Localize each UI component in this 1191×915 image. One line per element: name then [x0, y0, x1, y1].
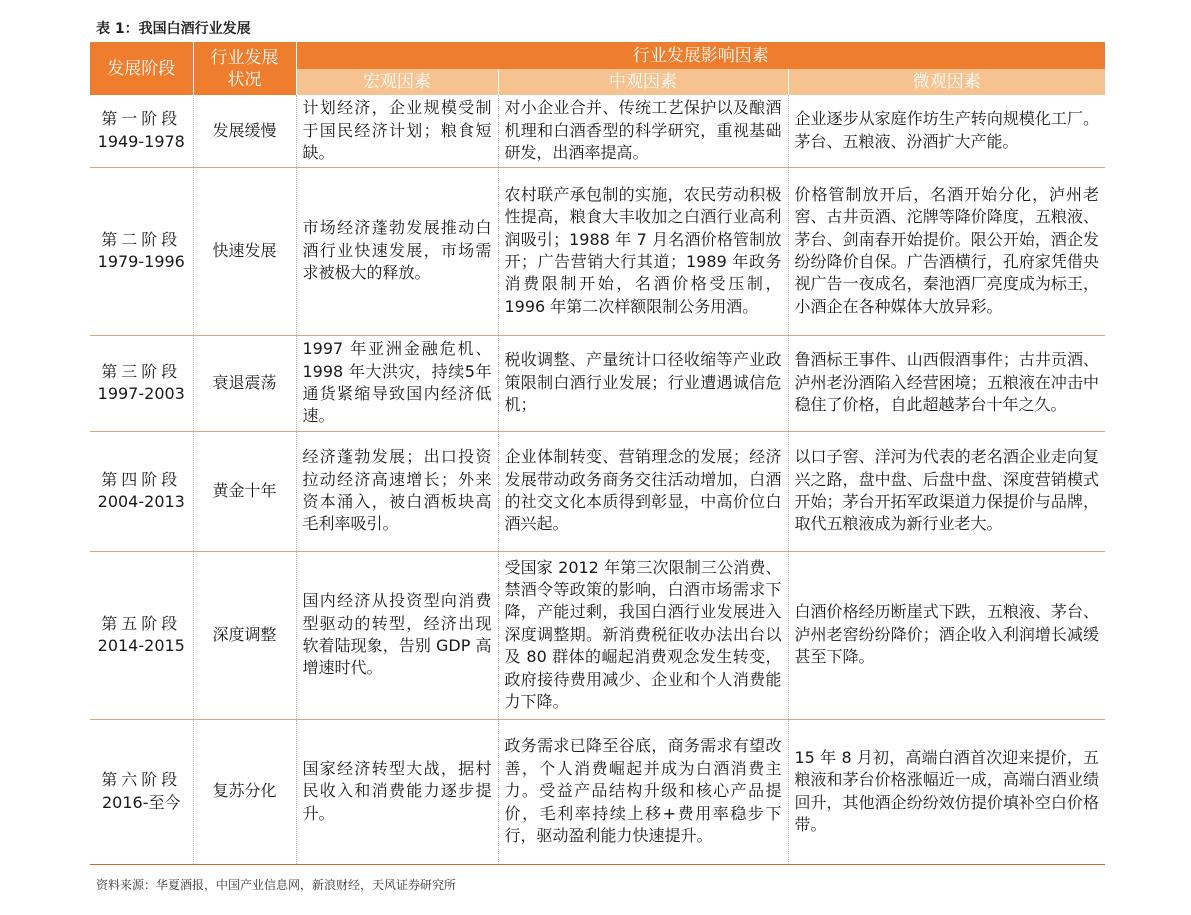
- stage-cell: [90, 335, 193, 431]
- stage-cell: [90, 431, 193, 551]
- table-row: [90, 167, 1105, 335]
- stage-cell: [90, 551, 193, 719]
- table-row: [90, 551, 1105, 719]
- micro-cell: 以口子窖、洋河为代表的老名酒企业走向复兴之路，盘中盘、后盘中盘、深度营销模式开始；茅台开拓军政渠道力保提价与品牌，取代五粮液成为新行业老大。: [788, 431, 1105, 551]
- header-factors: 行业发展影响因素: [296, 42, 1105, 69]
- status-cell: 深度调整: [193, 551, 296, 719]
- header-stage: 发展阶段: [90, 42, 193, 95]
- macro-cell: 1997 年亚洲金融危机、1998 年大洪灾，持续5年通货紧缩导致国内经济低速。: [296, 335, 498, 431]
- status-cell: 黄金十年: [193, 431, 296, 551]
- macro-cell: 国家经济转型大战，据村民收入和消费能力逐步提升。: [296, 719, 498, 864]
- header-status-line1: 行业发展: [210, 47, 279, 68]
- stage-years: 2014-2015: [97, 636, 185, 655]
- micro-cell: 鲁酒标王事件、山西假酒事件；古井贡酒、泸州老汾酒陷入经营困境；五粮液在冲击中稳住了价格，自此超越茅台十年之久。: [788, 335, 1105, 431]
- table-row: [90, 335, 1105, 431]
- stage-years: 2004-2013: [97, 492, 185, 511]
- status-cell: 衰退震荡: [193, 335, 296, 431]
- table-row: [90, 95, 1105, 167]
- meso-cell: 受国家 2012 年第三次限制三公消费、禁酒令等政策的影响，白酒市场需求下降，产能过剩，我国白酒行业发展进入深度调整期。新消费税征收办法出台以及 80 群体的崛起消费观念发生转变，政府接待费用减少、企业和个人消费能力下降。: [498, 551, 788, 719]
- stage-years: 2016-至今: [102, 792, 181, 812]
- status-cell: 发展缓慢: [193, 95, 296, 167]
- header-macro: 宏观因素: [296, 69, 498, 95]
- header-micro: 微观因素: [788, 69, 1105, 95]
- table-caption: 表 1：我国白酒行业发展: [96, 21, 251, 37]
- stage-years: 1979-1996: [97, 252, 185, 271]
- stage-years: 1997-2003: [97, 384, 185, 403]
- meso-cell: 农村联产承包制的实施，农民劳动积极性提高，粮食大丰收加之白酒行业高利润吸引；1988 年 7 月名酒价格管制放开；广告营销大行其道；1989 年政务消费限制开始，名酒价格受压制，1996 年第二次样额限制公务用酒。: [498, 167, 788, 335]
- stage-cell: [90, 167, 193, 335]
- meso-cell: 政务需求已降至谷底，商务需求有望改善，个人消费崛起并成为白酒消费主力。受益产品结构升级和核心产品提价，毛利率持续上移+费用率稳步下行，驱动盈利能力快速提升。: [498, 719, 788, 864]
- stage-name: 第二阶段: [101, 229, 182, 249]
- header-status-line2: 状况: [227, 69, 262, 90]
- header-meso: 中观因素: [498, 69, 788, 95]
- micro-cell: 白酒价格经历断崖式下跌，五粮液、茅台、泸州老窖纷纷降价；酒企收入利润增长减缓甚至下降。: [788, 551, 1105, 719]
- industry-development-table: [90, 42, 1105, 865]
- source-note: 资料来源：华夏酒报，中国产业信息网，新浪财经，天风证券研究所: [96, 878, 457, 892]
- stage-name: 第三阶段: [101, 361, 182, 381]
- stage-cell: [90, 719, 193, 864]
- macro-cell: 计划经济，企业规模受制于国民经济计划；粮食短缺。: [296, 95, 498, 167]
- micro-cell: 15 年 8 月初，高端白酒首次迎来提价，五粮液和茅台价格涨幅近一成，高端白酒业绩回升，其他酒企纷纷效仿提价填补空白价格带。: [788, 719, 1105, 864]
- header-status: [193, 42, 296, 95]
- meso-cell: 对小企业合并、传统工艺保护以及酿酒机理和白酒香型的科学研究，重视基础研发，出酒率提高。: [498, 95, 788, 167]
- stage-cell: [90, 95, 193, 167]
- table-row: [90, 431, 1105, 551]
- stage-name: 第六阶段: [101, 770, 182, 790]
- meso-cell: 企业体制转变、营销理念的发展；经济发展带动政务商务交往活动增加，白酒的社交文化本质得到彰显，中高价位白酒兴起。: [498, 431, 788, 551]
- macro-cell: 经济蓬勃发展；出口投资拉动经济高速增长；外来资本涌入，被白酒板块高毛利率吸引。: [296, 431, 498, 551]
- stage-name: 第五阶段: [101, 613, 182, 633]
- stage-years: 1949-1978: [97, 131, 185, 151]
- stage-name: 第一阶段: [101, 109, 182, 129]
- macro-cell: 市场经济蓬勃发展推动白酒行业快速发展，市场需求被极大的释放。: [296, 167, 498, 335]
- micro-cell: 企业逐步从家庭作坊生产转向规模化工厂。茅台、五粮液、汾酒扩大产能。: [788, 95, 1105, 167]
- stage-name: 第四阶段: [101, 469, 182, 489]
- table-row: [90, 719, 1105, 864]
- micro-cell: 价格管制放开后，名酒开始分化，泸州老窖、古井贡酒、沱牌等降价降度，五粮液、茅台、剑南春开始提价。限公开始，酒企发纷纷降价自保。广告酒横行，孔府家凭借央视广告一夜成名，秦池酒厂亮度成为标王，小酒企在各种媒体大放异彩。: [788, 167, 1105, 335]
- status-cell: 复苏分化: [193, 719, 296, 864]
- status-cell: 快速发展: [193, 167, 296, 335]
- macro-cell: 国内经济从投资型向消费型驱动的转型，经济出现软着陆现象，告别 GDP 高增速时代。: [296, 551, 498, 719]
- meso-cell: 税收调整、产量统计口径收缩等产业政策限制白酒行业发展；行业遭遇诚信危机；: [498, 335, 788, 431]
